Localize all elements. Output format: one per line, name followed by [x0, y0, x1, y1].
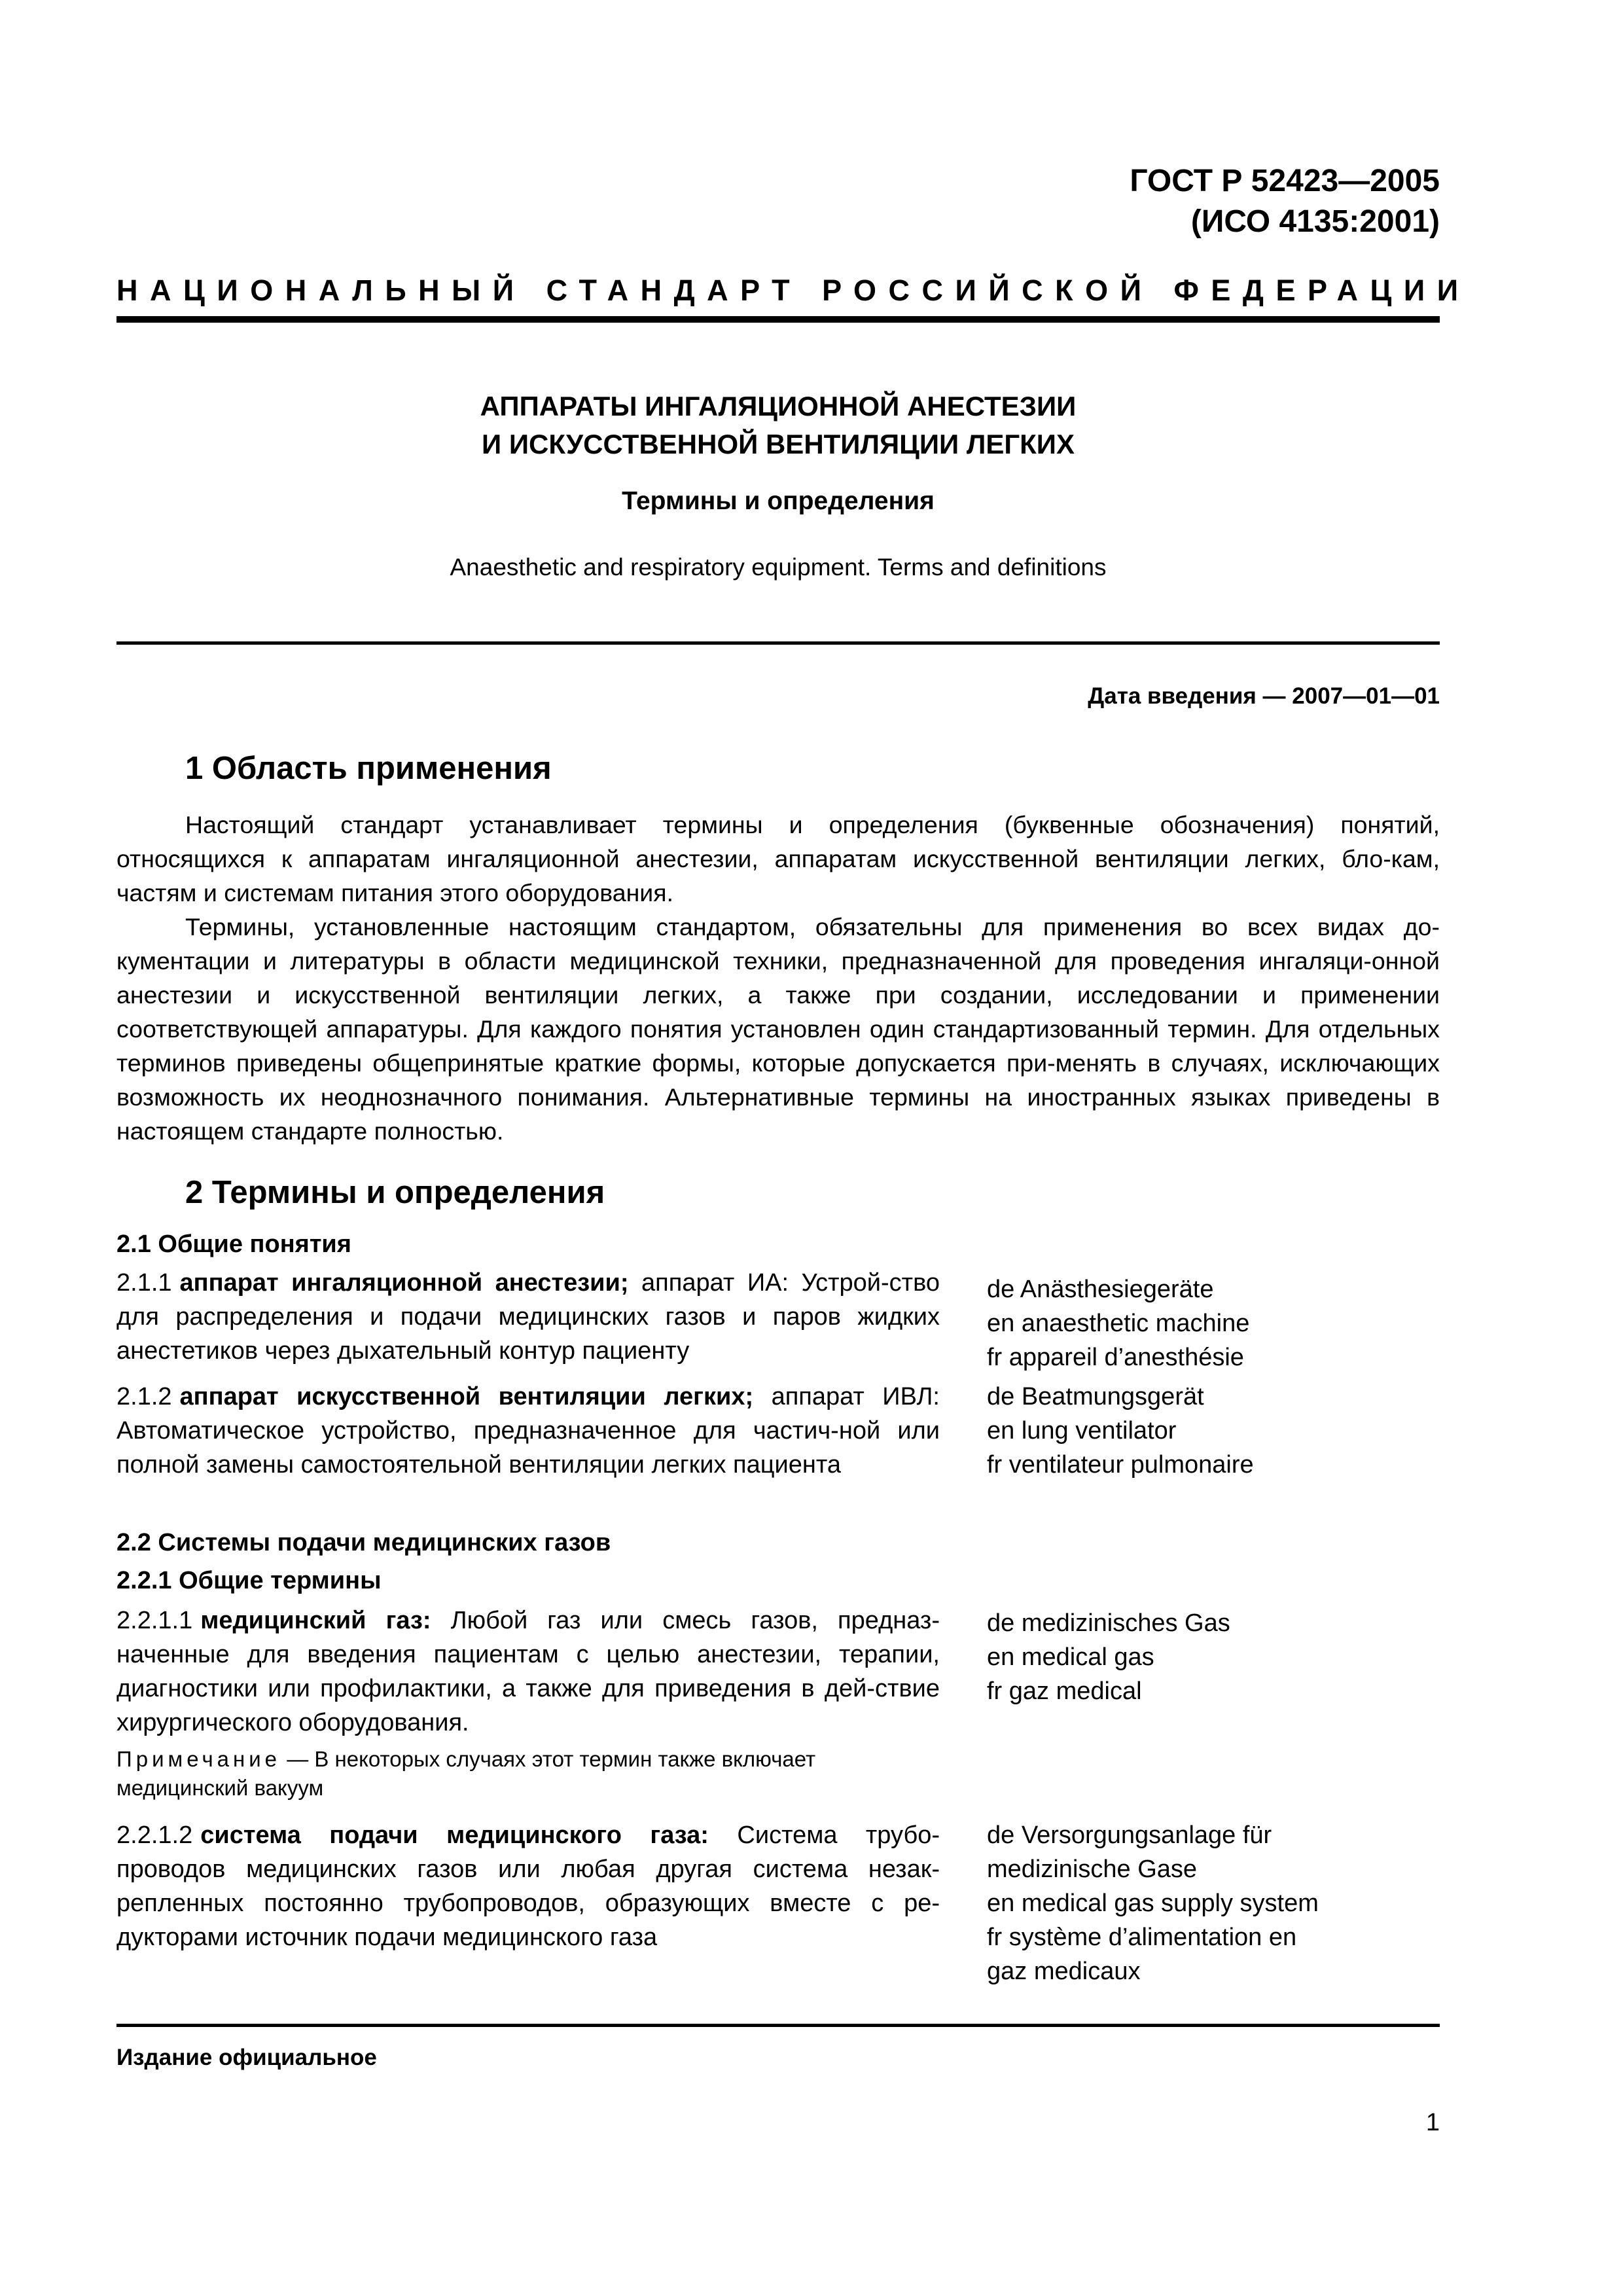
term-number: 2.2.1.1	[116, 1607, 193, 1634]
term-number: 2.1.2	[116, 1383, 172, 1410]
title-rule	[116, 641, 1440, 645]
term-name: аппарат искусственной вентиляции легких;	[179, 1383, 754, 1410]
term-definition: Система трубо-проводов медицинских газов или любая другая система незак-репленных постоянно трубопроводов, образующих вместе с ре-дукторами источник подачи медицинского газа	[116, 1821, 940, 1951]
term-number: 2.1.1	[116, 1269, 172, 1297]
term-definition: аппарат ИА: Устрой-ство для распределения и подачи медицинских газов и паров жидких анестетиков через дыхательный контур пациенту	[116, 1269, 940, 1365]
introduction-date: Дата введения — 2007—01—01	[1088, 683, 1440, 709]
term-translations	[987, 1272, 1445, 1374]
term-number: 2.2.1.2	[116, 1821, 193, 1849]
section-2-heading: 2 Термины и определения	[185, 1175, 605, 1210]
term-entry	[116, 1604, 940, 1740]
translation-fr: fr ventilateur pulmonaire	[987, 1451, 1254, 1479]
translation-de-cont: medizinische Gase	[987, 1856, 1198, 1883]
term-translations	[987, 1380, 1445, 1482]
translation-en: en medical gas	[987, 1643, 1154, 1671]
term-name: медицинский газ:	[200, 1607, 431, 1634]
term-name: система подачи медицинского газа:	[200, 1821, 709, 1849]
document-code	[883, 161, 1440, 242]
section-1-paragraph: Настоящий стандарт устанавливает термины и определения (буквенные обозначения) понятий, относящихся к аппаратам ингаляционной анестезии, аппаратам искусственной вентиляции легких, бло-кам, частям и системам питания этого оборудования.	[116, 811, 1440, 906]
iso-number: (ИСО 4135:2001)	[1190, 204, 1440, 239]
term-definition: аппарат ИВЛ: Автоматическое устройство, предназначенное для частич-ной или полной замены самостоятельной вентиляции легких пациента	[116, 1383, 940, 1479]
translation-fr-cont: gaz medicaux	[987, 1958, 1141, 1985]
translation-en: en anaesthetic machine	[987, 1310, 1250, 1337]
subtitle: Термины и определения	[622, 487, 935, 515]
translation-en: en medical gas supply system	[987, 1890, 1319, 1917]
edition-label: Издание официальное	[116, 2045, 377, 2070]
term-translations	[987, 1818, 1445, 1988]
gost-number: ГОСТ Р 52423—2005	[1130, 164, 1440, 198]
term-entry	[116, 1818, 940, 1954]
header-rule	[116, 316, 1440, 323]
translation-de: de medizinisches Gas	[987, 1609, 1230, 1637]
english-title: Anaesthetic and respiratory equipment. Terms and definitions	[450, 554, 1107, 581]
section-1-heading: 1 Область применения	[185, 751, 552, 786]
translation-de: de Versorgungsanlage für	[987, 1821, 1272, 1849]
page-number: 1	[1425, 2109, 1440, 2136]
national-standard-title: НАЦИОНАЛЬНЫЙ СТАНДАРТ РОССИЙСКОЙ ФЕДЕРАЦИИ	[116, 274, 1471, 307]
title-line-2: И ИСКУССТВЕННОЙ ВЕНТИЛЯЦИИ ЛЕГКИХ	[481, 429, 1075, 459]
term-entry	[116, 1380, 940, 1482]
title-line-1: АППАРАТЫ ИНГАЛЯЦИОННОЙ АНЕСТЕЗИИ	[480, 391, 1077, 422]
translation-fr: fr appareil d’anesthésie	[987, 1344, 1244, 1371]
subsection-2-2-heading: 2.2 Системы подачи медицинских газов	[116, 1529, 611, 1556]
term-note	[116, 1745, 940, 1803]
subsection-2-2-1-heading: 2.2.1 Общие термины	[116, 1567, 382, 1594]
translation-fr: fr gaz medical	[987, 1677, 1142, 1705]
translation-en: en lung ventilator	[987, 1417, 1177, 1444]
translation-de: de Beatmungsgerät	[987, 1383, 1204, 1410]
translation-fr: fr système d’alimentation en	[987, 1924, 1297, 1951]
note-text: — В некоторых случаях этот термин также включает медицинский вакуум	[116, 1747, 816, 1800]
term-definition: Любой газ или смесь газов, предназ-наченные для введения пациентам с целью анестезии, терапии, диагностики или профилактики, а также для приведения в дей-ствие хирургического оборудования.	[116, 1607, 940, 1736]
term-entry	[116, 1266, 940, 1368]
term-translations	[987, 1606, 1445, 1708]
section-1-paragraph: Термины, установленные настоящим стандартом, обязательны для применения во всех видах до-кументации и литературы в области медицинской техники, предназначенной для проведения ингаляци-онной анестезии и искусственной вентиляции легких, а также при создании, исследовании и применении соответствующей аппаратуры. Для каждого понятия установлен один стандартизованный термин. Для отдельных терминов приведены общепринятые краткие формы, которые допускается при-менять в случаях, исключающих возможность их неоднозначного понимания. Альтернативные термины на иностранных языках приведены в настоящем стандарте полностью.	[116, 913, 1440, 1145]
term-name: аппарат ингаляционной анестезии;	[179, 1269, 629, 1297]
note-label: Примечание	[116, 1747, 281, 1771]
footer-rule	[116, 2024, 1440, 2027]
subsection-2-1-heading: 2.1 Общие понятия	[116, 1230, 351, 1258]
main-title	[116, 387, 1440, 463]
translation-de: de Anästhesiegeräte	[987, 1276, 1214, 1303]
